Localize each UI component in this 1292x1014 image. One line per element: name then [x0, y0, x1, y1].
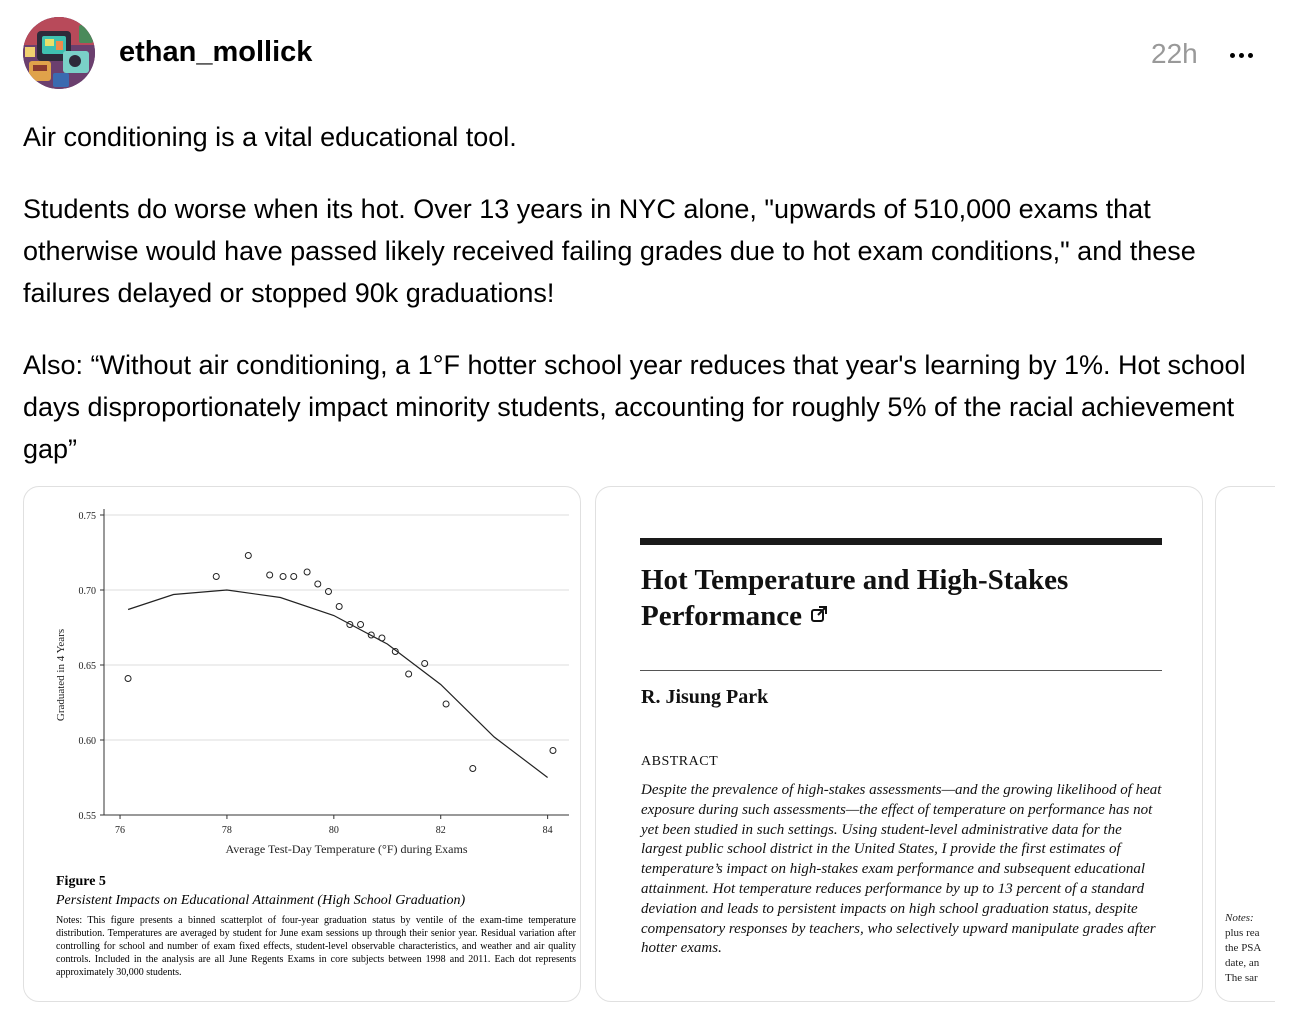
abstract-text: Despite the prevalence of high-stakes assessments—and the growing likelihood of heat exposure during such assessments—the effect of temperature on performance has not yet been studied in such settings. Using student-level administrative data for the largest public school district in the United States, I provide the first estimates of temperature’s impact on high-stakes exam performance and subsequent educational attainment. Hot temperature reduces performance by up to 13 percent of a standard deviation and leads to persistent impacts on high school graduation status, despite compensatory responses by teachers, who selectively upward manipulate grades after hotter exams.	[641, 782, 1162, 957]
scatter-point	[358, 622, 364, 628]
figure-label: Figure 5	[56, 874, 106, 889]
paper-title-line-2: Performance	[641, 600, 803, 632]
y-tick-label: 0.55	[78, 811, 96, 822]
scatter-point	[125, 676, 131, 682]
partial-notes-line: the PSA	[1225, 942, 1262, 954]
scatter-point	[443, 701, 449, 707]
more-icon[interactable]	[1227, 40, 1257, 70]
x-tick-label: 76	[115, 825, 126, 836]
scatter-point	[267, 572, 273, 578]
scatter-point	[245, 553, 251, 559]
paper-top-rule	[640, 538, 1162, 545]
scatter-point	[304, 569, 310, 575]
post-text-paragraph-3: Also: “Without air conditioning, a 1°F hotter school year reduces that year's learning by 1%. Hot school days disproportionately impact minority students, accounting for roughly 5% of the racial achievement gap”	[23, 350, 1246, 464]
partial-notes-line: date, an	[1225, 957, 1260, 969]
paper-title-line-1: Hot Temperature and High-Stakes	[641, 564, 1069, 596]
x-axis-label: Average Test-Day Temperature (°F) during Exams	[225, 842, 468, 856]
figure-notes: Notes: This figure presents a binned scatterplot of four-year graduation status by ventile of the exam-time temperature distribution. Temperatures are averaged by student for June exam sessions up through their senior year. Residual variation after controlling for school and number of exam fixed effects, student-level observable characteristics, and weather and air quality controls. Included in the analysis are all June Regents Exams in core subjects between 1998 and 2011. Each dot represents approximately 30,000 students.	[56, 915, 576, 978]
scatter-point	[315, 581, 321, 587]
post-text-paragraph-1: Air conditioning is a vital educational tool.	[23, 122, 517, 152]
x-tick-label: 84	[542, 825, 553, 836]
y-tick-label: 0.65	[78, 661, 96, 672]
partial-notes-line: Notes:	[1225, 912, 1254, 924]
y-axis-label: Graduated in 4 Years	[55, 628, 67, 722]
paper-title	[641, 562, 1141, 634]
scatter-point	[325, 589, 331, 595]
image-card-chart[interactable]	[23, 486, 581, 1002]
scatter-point	[422, 661, 428, 667]
external-link-icon	[810, 605, 828, 623]
username[interactable]: ethan_mollick	[119, 36, 313, 68]
scatter-point	[213, 574, 219, 580]
avatar-image	[23, 17, 95, 89]
x-tick-label: 80	[328, 825, 339, 836]
scatter-point	[406, 671, 412, 677]
partial-notes	[1225, 911, 1275, 986]
figure-caption: Persistent Impacts on Educational Attainment (High School Graduation)	[56, 893, 466, 908]
fit-curve	[128, 590, 547, 778]
partial-notes-line: plus rea	[1225, 927, 1260, 939]
scatter-point	[291, 574, 297, 580]
scatter-chart	[24, 487, 581, 867]
scatter-point	[379, 635, 385, 641]
partial-notes-line: The sar	[1225, 972, 1258, 984]
avatar[interactable]	[23, 17, 95, 89]
post-timestamp: 22h	[1151, 38, 1198, 69]
image-card-partial[interactable]	[1215, 486, 1275, 1002]
y-tick-label: 0.75	[78, 511, 96, 522]
image-card-paper[interactable]	[595, 486, 1203, 1002]
scatter-point	[280, 574, 286, 580]
scatter-point	[336, 604, 342, 610]
y-tick-label: 0.60	[78, 736, 96, 747]
scatter-point	[470, 766, 476, 772]
scatter-point	[550, 748, 556, 754]
post-text-paragraph-2: Students do worse when its hot. Over 13 years in NYC alone, "upwards of 510,000 exams that otherwise would have passed likely received failing grades due to hot exam conditions," and these failures delayed or stopped 90k graduations!	[23, 194, 1196, 308]
abstract-label: ABSTRACT	[641, 754, 719, 769]
paper-author: R. Jisung Park	[641, 686, 769, 708]
post-header	[0, 0, 1292, 110]
paper-divider	[640, 670, 1162, 671]
x-tick-label: 78	[221, 825, 232, 836]
x-tick-label: 82	[435, 825, 446, 836]
y-tick-label: 0.70	[78, 586, 96, 597]
